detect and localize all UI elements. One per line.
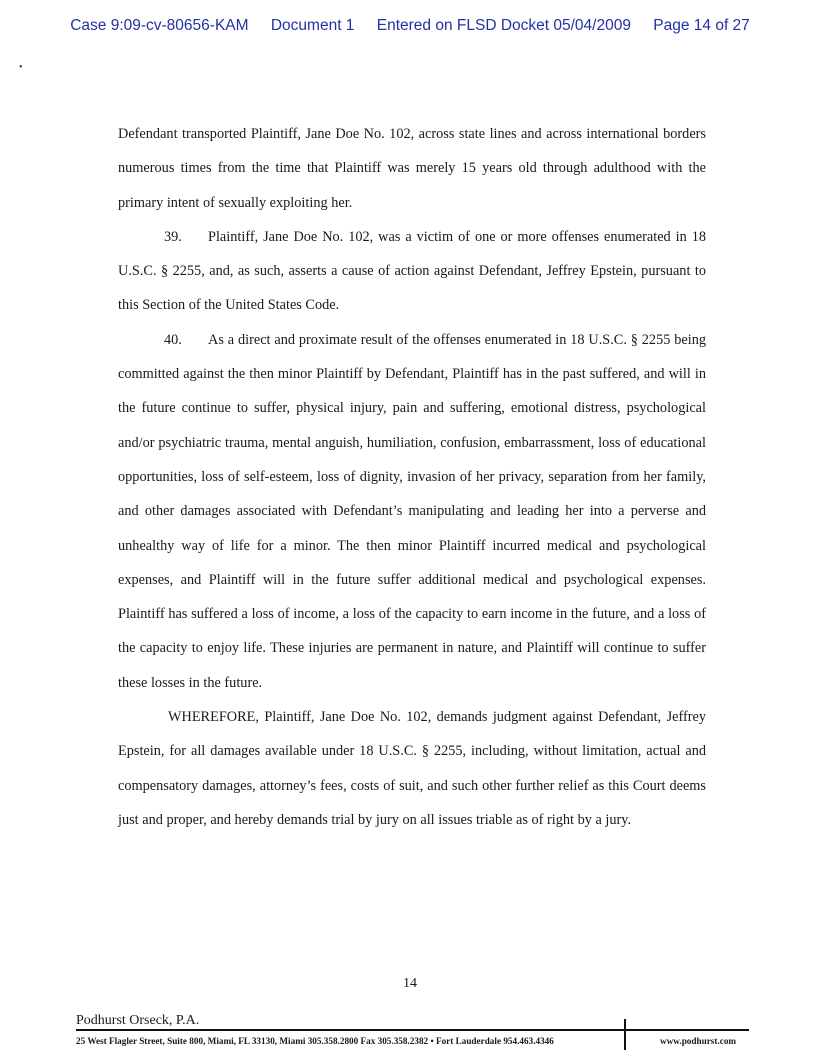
paragraph-39 [118,220,706,323]
document-number: Document 1 [270,17,355,34]
page-count: Page 14 of 27 [653,17,750,34]
paragraph-40 [118,323,706,700]
paragraph-text: Plaintiff, Jane Doe No. 102, was a victim of one or more offenses enumerated in 18 U.S.C. § 2255, and, as such, asserts a cause of action against Defendant, Jeffrey Epstein, pursuant to this Section of the United States Code. [118,228,706,314]
document-body [118,117,706,837]
continuation-paragraph: Defendant transported Plaintiff, Jane Doe No. 102, across state lines and across international borders numerous times from the time that Plaintiff was merely 15 years old through adulthood with the primary intent of sexually exploiting her. [118,126,706,211]
docket-entry-date: Entered on FLSD Docket 05/04/2009 [376,17,631,34]
firm-name: Podhurst Orseck, P.A. [76,1013,200,1028]
firm-address: 25 West Flagler Street, Suite 800, Miami, FL 33130, Miami 305.358.2800 Fax 305.358.2382 • Fort Lauderdale 954.463.4346 [76,1036,554,1046]
docket-header [0,17,820,35]
footer-divider [76,1029,749,1031]
wherefore-clause: WHEREFORE, Plaintiff, Jane Doe No. 102, demands judgment against Defendant, Jeffrey Epstein, for all damages available under 18 U.S.C. § 2255, including, without limitation, actual and compensatory damages, attorney’s fees, costs of suit, and such other further relief as this Court deems just and proper, and hereby demands trial by jury on all issues triable as of right by a jury. [118,709,706,828]
footer-vertical-divider [624,1019,626,1050]
scan-speck: • [19,62,23,73]
paragraph-number: 40. [164,331,182,348]
page-number: 14 [403,976,417,991]
paragraph-number: 39. [164,228,182,245]
firm-website: www.podhurst.com [660,1036,737,1046]
paragraph-text: As a direct and proximate result of the offenses enumerated in 18 U.S.C. § 2255 being committed against the then minor Plaintiff by Defendant, Plaintiff has in the past suffered, and will in the future continue to suffer, physical injury, pain and suffering, emotional distress, psychological and/or psychiatric trauma, mental anguish, humiliation, confusion, embarrassment, loss of educational opportunities, loss of self-esteem, loss of dignity, invasion of her privacy, separation from her family, and other damages associated with Defendant’s manipulating and leading her into a perverse and unhealthy way of life for a minor. The then minor Plaintiff incurred medical and psychological expenses, and Plaintiff will in the future suffer additional medical and psychological expenses. Plaintiff has suffered a loss of income, a loss of the capacity to earn income in the future, and a loss of the capacity to enjoy life. These injuries are permanent in nature, and Plaintiff will continue to suffer these losses in the future. [118,331,706,691]
case-number: Case 9:09-cv-80656-KAM [70,17,249,34]
